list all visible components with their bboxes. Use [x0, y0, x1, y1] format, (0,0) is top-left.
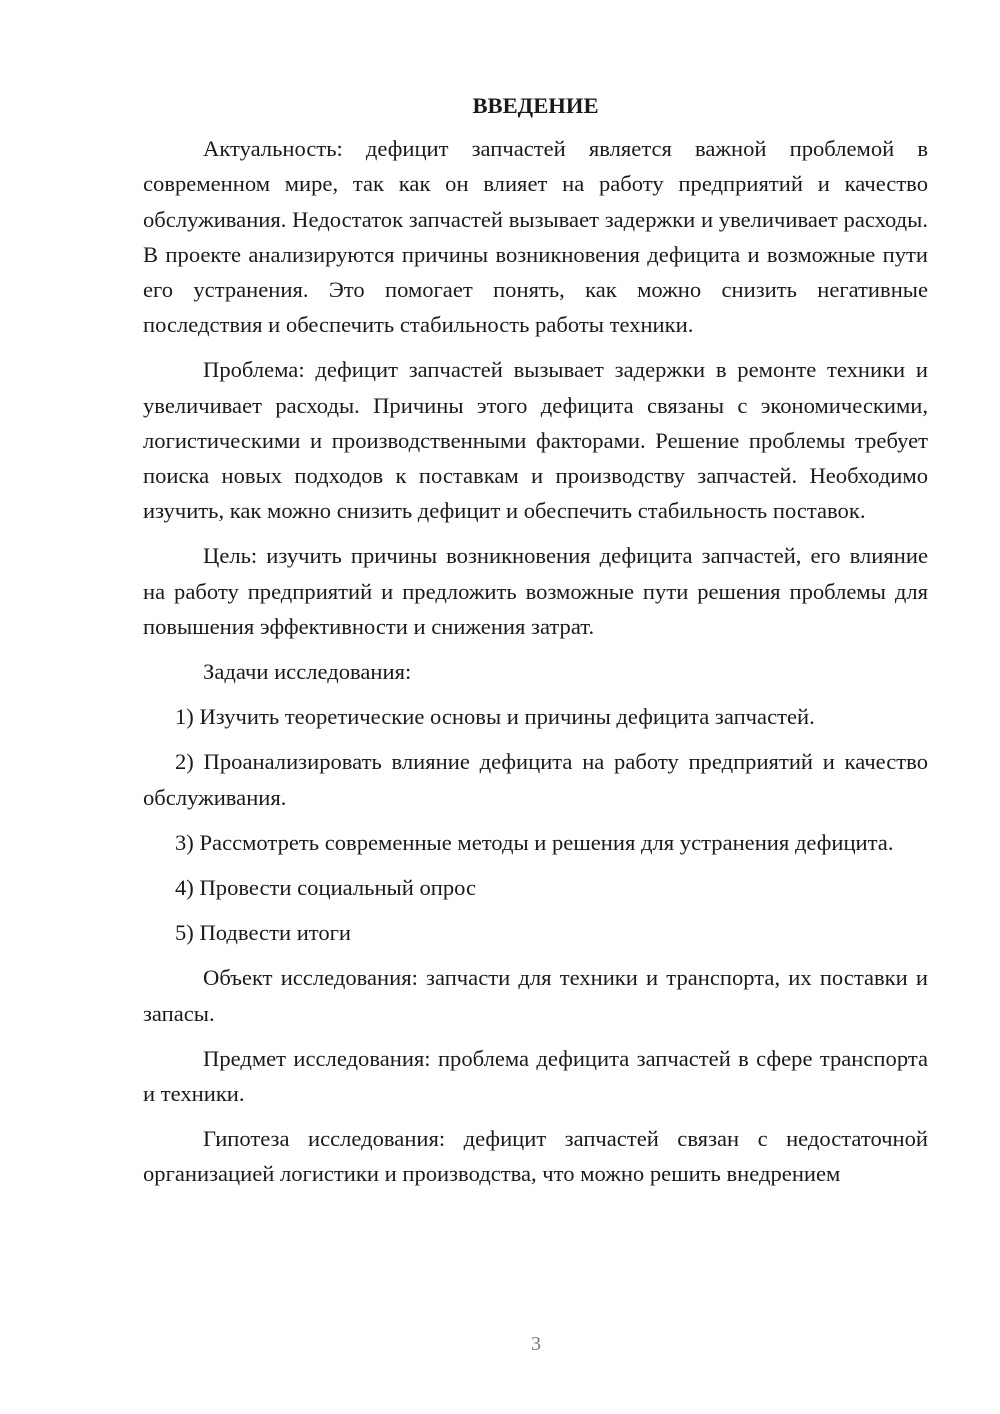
task-item-1: 1) Изучить теоретические основы и причины дефицита запчастей.: [175, 704, 815, 730]
paragraph-object: Объект исследования: запчасти для техники и транспорта, их поставки и запасы.: [143, 965, 928, 1026]
paragraph-problem: Проблема: дефицит запчастей вызывает задержки в ремонте техники и увеличивает расходы. Причины этого дефицита связаны с экономическими, логистическими и производственными факторами. Решение проблемы требует поиска новых подходов к поставкам и производству запчастей. Необходимо изучить, как можно снизить дефицит и обеспечить стабильность поставок.: [143, 357, 928, 524]
paragraph-tasks-heading: Задачи исследования:: [203, 659, 412, 685]
task-item-4: 4) Провести социальный опрос: [175, 875, 477, 901]
paragraph-relevance: Актуальность: дефицит запчастей является важной проблемой в современном мире, так как он влияет на работу предприятий и качество обслуживания. Недостаток запчастей вызывает задержки и увеличивает расходы. В проекте анализируются причины возникновения дефицита и возможные пути его устранения. Это помогает понять, как можно снизить негативные последствия и обеспечить стабильность работы техники.: [143, 136, 928, 338]
document-page: [143, 88, 928, 1202]
paragraph-hypothesis: Гипотеза исследования: дефицит запчастей связан с недостаточной организацией логистики и производства, что можно решить внедрением: [143, 1126, 928, 1187]
section-title: ВВЕДЕНИЕ: [472, 93, 599, 118]
paragraph-subject: Предмет исследования: проблема дефицита запчастей в сфере транспорта и техники.: [143, 1045, 928, 1107]
task-item-5: 5) Подвести итоги: [175, 920, 352, 946]
task-item-3: 3) Рассмотреть современные методы и решения для устранения дефицита.: [175, 829, 894, 855]
task-item-2: 2) Проанализировать влияние дефицита на работу предприятий и качество обслуживания.: [143, 749, 928, 810]
page-number: 3: [531, 1333, 541, 1355]
paragraph-goal: Цель: изучить причины возникновения дефицита запчастей, его влияние на работу предприятий и предложить возможные пути решения проблемы для повышения эффективности и снижения затрат.: [143, 543, 928, 639]
